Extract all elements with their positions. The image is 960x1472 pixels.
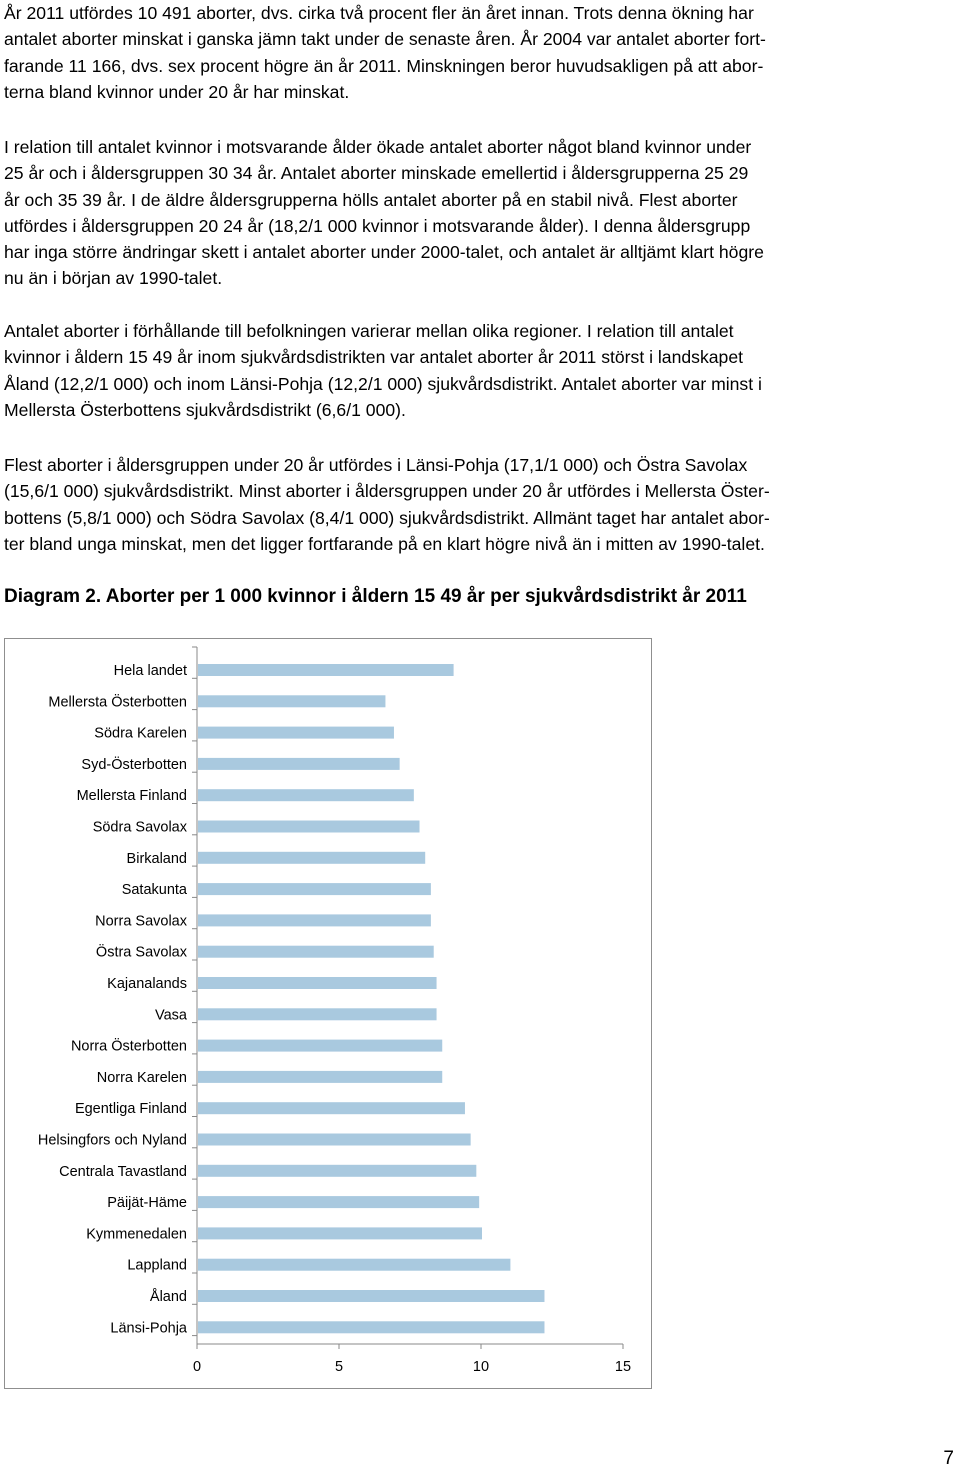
category-label: Päijät-Häme bbox=[107, 1195, 187, 1212]
x-tick-label: 0 bbox=[192, 1359, 202, 1375]
category-label: Norra Savolax bbox=[95, 913, 187, 930]
bar bbox=[198, 1227, 482, 1239]
bar bbox=[198, 789, 414, 801]
bar bbox=[198, 821, 420, 833]
category-label: Birkaland bbox=[126, 850, 187, 867]
diagram-heading: Diagram 2. Aborter per 1 000 kvinnor i åldern 15 49 år per sjukvårdsdistrikt år 2011 bbox=[4, 586, 747, 607]
category-label: Syd-Österbotten bbox=[81, 756, 187, 773]
paragraph-line: (15,6/1 000) sjukvårdsdistrikt. Minst aborter i åldersgruppen under 20 år utfördes i Mellersta Öster- bbox=[4, 481, 770, 502]
x-tick-label: 10 bbox=[472, 1359, 490, 1375]
paragraph-line: Mellersta Österbottens sjukvårdsdistrikt (6,6/1 000). bbox=[4, 399, 406, 420]
category-label: Hela landet bbox=[113, 663, 187, 679]
category-label: Norra Österbotten bbox=[70, 1038, 187, 1055]
bar bbox=[198, 664, 454, 676]
category-label: Kajanalands bbox=[107, 976, 187, 992]
paragraph-abortion-totals bbox=[4, 0, 940, 105]
bar bbox=[198, 1290, 544, 1302]
paragraph-age-groups bbox=[4, 134, 940, 292]
category-label: Södra Savolax bbox=[92, 819, 187, 836]
paragraph-line: har inga större ändringar skett i antalet aborter under 2000-talet, och antalet är alltjämt klart högre bbox=[4, 242, 764, 263]
category-label: Åland bbox=[149, 1289, 187, 1305]
bar bbox=[198, 977, 437, 989]
bar bbox=[198, 1008, 437, 1020]
x-tick-label: 15 bbox=[614, 1359, 632, 1375]
paragraph-line: ter bland unga minskat, men det ligger fortfarande på en klart högre nivå än i mitten av 1990-talet. bbox=[4, 533, 765, 554]
paragraph-regions bbox=[4, 318, 940, 423]
paragraph-line: år och 35 39 år. I de äldre åldersgrupperna hölls antalet aborter på en stabil nivå. Flest aborter bbox=[4, 189, 738, 210]
paragraph-line: nu än i början av 1990-talet. bbox=[4, 268, 223, 289]
bar bbox=[198, 852, 425, 864]
paragraph-line: terna bland kvinnor under 20 år har minskat. bbox=[4, 81, 350, 102]
bar bbox=[198, 727, 394, 739]
bar bbox=[198, 1321, 544, 1333]
category-label: Satakunta bbox=[121, 882, 187, 899]
bar bbox=[198, 1040, 442, 1052]
paragraph-line: bottens (5,8/1 000) och Södra Savolax (8,4/1 000) sjukvårdsdistrikt. Allmänt taget har antalet abor- bbox=[4, 507, 770, 528]
bar bbox=[198, 883, 431, 895]
paragraph-line: År 2011 utfördes 10 491 aborter, dvs. cirka två procent fler än året innan. Trots denna ökning har bbox=[4, 3, 754, 23]
bar bbox=[198, 695, 385, 707]
category-label: Vasa bbox=[155, 1007, 187, 1024]
paragraph-line: Flest aborter i åldersgruppen under 20 år utfördes i Länsi-Pohja (17,1/1 000) och Östra Savolax bbox=[4, 455, 748, 475]
paragraph-line: Åland (12,2/1 000) och inom Länsi-Pohja (12,2/1 000) sjukvårdsdistrikt. Antalet aborter var minst i bbox=[4, 373, 762, 394]
bar-chart bbox=[5, 639, 653, 1390]
paragraph-line: antalet aborter minskat i ganska jämn takt under de senaste åren. År 2004 var antalet aborter fort- bbox=[4, 29, 766, 50]
paragraph-line: Antalet aborter i förhållande till befolkningen varierar mellan olika regioner. I relation till antalet bbox=[4, 321, 734, 341]
category-label: Mellersta Finland bbox=[76, 788, 187, 805]
paragraph-line: farande 11 166, dvs. sex procent högre än år 2011. Minskningen beror huvudsakligen på att abor- bbox=[4, 55, 764, 76]
page-number: 7 bbox=[943, 1448, 954, 1469]
bar bbox=[198, 946, 434, 958]
bar bbox=[198, 1196, 479, 1208]
bar bbox=[198, 1165, 476, 1177]
bar bbox=[198, 914, 431, 926]
category-label: Länsi-Pohja bbox=[110, 1320, 187, 1337]
paragraph-line: I relation till antalet kvinnor i motsvarande ålder ökade antalet aborter något bland kvinnor under bbox=[4, 137, 752, 157]
bar bbox=[198, 1102, 465, 1114]
bar bbox=[198, 1259, 510, 1271]
category-label: Östra Savolax bbox=[95, 944, 187, 961]
paragraph-line: 25 år och i åldersgruppen 30 34 år. Antalet aborter minskade emellertid i åldersgrupperna 25 29 bbox=[4, 163, 749, 184]
chart-container bbox=[4, 638, 652, 1389]
category-label: Norra Karelen bbox=[96, 1069, 187, 1086]
bar bbox=[198, 758, 400, 770]
category-label: Centrala Tavastland bbox=[59, 1163, 187, 1180]
category-label: Egentliga Finland bbox=[74, 1101, 187, 1118]
bar bbox=[198, 1071, 442, 1083]
category-label: Södra Karelen bbox=[94, 725, 187, 742]
x-tick-label: 5 bbox=[334, 1359, 344, 1375]
category-label: Kymmenedalen bbox=[86, 1226, 187, 1243]
category-label: Mellersta Österbotten bbox=[48, 694, 187, 711]
paragraph-line: kvinnor i åldern 15 49 år inom sjukvårdsdistrikten var antalet aborter år 2011 störst i landskapet bbox=[4, 347, 743, 368]
category-label: Lappland bbox=[127, 1257, 187, 1274]
paragraph-line: utfördes i åldersgruppen 20 24 år (18,2/1 000 kvinnor i motsvarande ålder). I denna åldersgrupp bbox=[4, 215, 751, 236]
paragraph-under-20 bbox=[4, 452, 940, 557]
category-label: Helsingfors och Nyland bbox=[37, 1132, 187, 1149]
bar bbox=[198, 1134, 471, 1146]
